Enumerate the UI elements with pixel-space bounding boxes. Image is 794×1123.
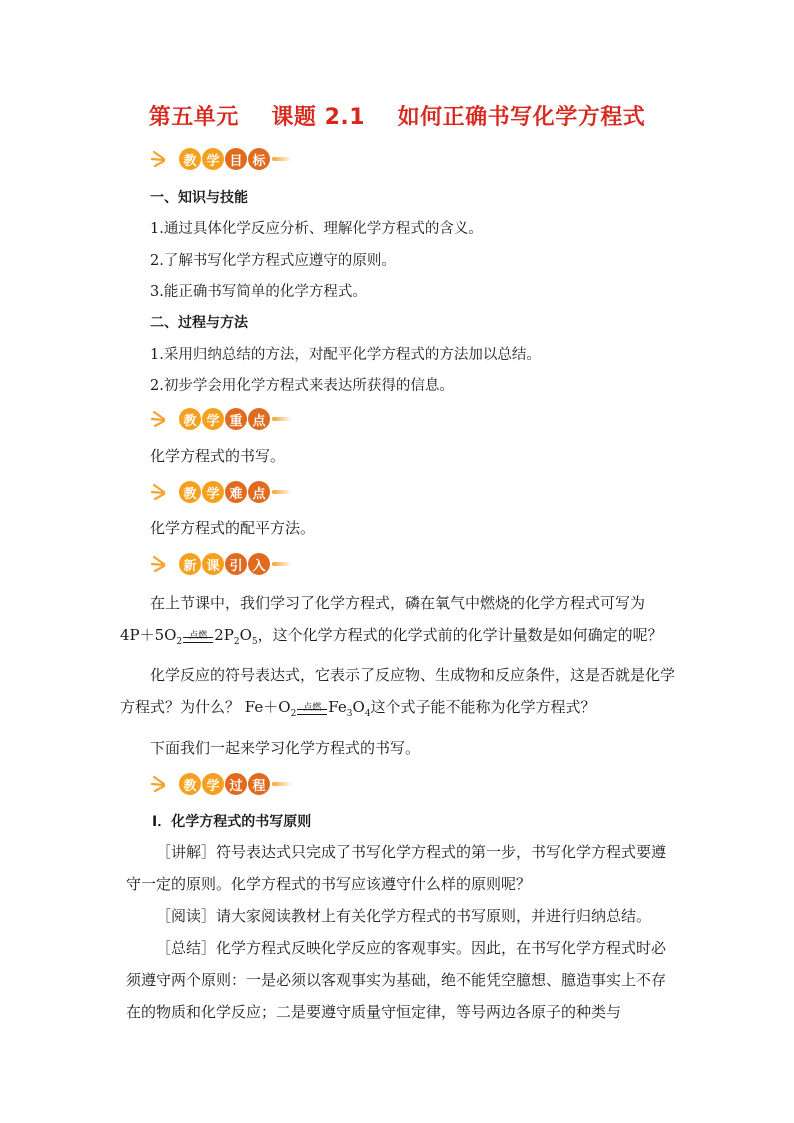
badge-teaching-goals: 教 学 目 标 xyxy=(150,146,292,172)
badge-key-points: 教 学 重 点 xyxy=(150,406,292,432)
badge-intro: 新 课 引 入 xyxy=(150,551,292,577)
badge-teaching-process: 教 学 过 程 xyxy=(150,771,292,797)
equation-iron: $Fe+O_2$ 点燃 $Fe_3O_4$ xyxy=(244,698,371,719)
sparkle-icon xyxy=(150,479,178,505)
list-item: 2.了解书写化学方程式应遵守的原则。 xyxy=(150,253,396,269)
equation-phosphorus: $4P+5O_2$ 点燃 $2P_2O_5$ xyxy=(120,626,258,647)
intro-paragraph-2: 化学反应的符号表达式，它表示了反应物、生成物和反应条件，这是否就是化学方程式？为什么？ $Fe+O_2$ 点燃 $Fe_3O_4$这个式子能不能称为化学方程式？ xyxy=(120,666,676,719)
sparkle-icon xyxy=(150,551,178,577)
sparkle-icon xyxy=(150,771,178,797)
sparkle-icon xyxy=(150,406,178,432)
page-title: 第五单元 课题 2.1 如何正确书写化学方程式 xyxy=(148,105,646,130)
key-point-text: 化学方程式的书写。 xyxy=(150,447,286,465)
list-item: 1.采用归纳总结的方法，对配平化学方程式的方法加以总结。 xyxy=(150,347,541,363)
difficulty-text: 化学方程式的配平方法。 xyxy=(150,519,316,537)
sparkle-icon xyxy=(150,146,178,172)
badge-difficulties: 教 学 难 点 xyxy=(150,479,292,505)
section-heading-principles: Ⅰ．化学方程式的书写原则 xyxy=(152,814,312,830)
list-item: 2.初步学会用化学方程式来表达所获得的信息。 xyxy=(150,378,454,394)
list-item: 3.能正确书写简单的化学方程式。 xyxy=(150,284,367,300)
section-heading-knowledge: 一、知识与技能 xyxy=(150,190,248,206)
section-heading-process-methods: 二、过程与方法 xyxy=(150,315,248,331)
intro-paragraph-1: 在上节课中，我们学习了化学方程式，磷在氧气中燃烧的化学方程式可写为 $4P+5O_2$ 点燃 $2P_2O_5$，这个化学方程式的化学式前的化学计量数是如何确定的呢？ xyxy=(120,594,663,647)
intro-paragraph-3: 下面我们一起来学习化学方程式的书写。 xyxy=(150,739,421,757)
process-explanation: ［讲解］符号表达式只完成了书写化学方程式的第一步，书写化学方程式要遵守一定的原则。化学方程式的书写应该遵守什么样的原则呢？ xyxy=(126,843,667,893)
process-reading: ［阅读］请大家阅读教材上有关化学方程式的书写原则，并进行归纳总结。 xyxy=(156,907,652,925)
process-summary: ［总结］化学方程式反映化学反应的客观事实。因此，在书写化学方程式时必须遵守两个原则：一是必须以客观事实为基础，绝不能凭空臆想、臆造事实上不存在的物质和化学反应；二是要遵守质量守恒定律，等号两边各原子的种类与 xyxy=(126,939,667,1021)
list-item: 1.通过具体化学反应分析、理解化学方程式的含义。 xyxy=(150,221,483,237)
